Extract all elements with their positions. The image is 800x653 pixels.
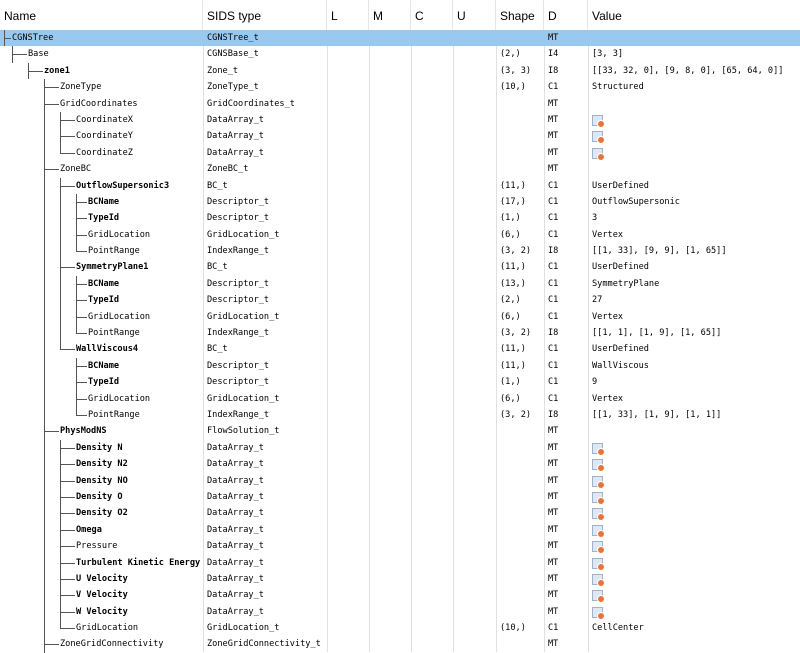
node-name[interactable]: BCName xyxy=(88,360,120,371)
node-data-type: MT xyxy=(548,33,559,43)
node-name[interactable]: Density NO xyxy=(76,475,128,486)
tree-row[interactable] xyxy=(0,374,800,390)
node-shape xyxy=(496,522,544,538)
node-data-type: MT xyxy=(548,442,559,453)
node-sids-type: ZoneGridConnectivity_t xyxy=(207,639,321,650)
node-name[interactable]: ZoneType xyxy=(60,82,102,93)
node-sids-type: FlowSolution_t xyxy=(207,426,280,437)
tree-row[interactable] xyxy=(0,538,800,554)
node-sids-type: DataArray_t xyxy=(207,557,264,568)
node-name[interactable]: Density N2 xyxy=(76,459,128,470)
node-data-type: C1 xyxy=(548,311,559,322)
node-sids-type: DataArray_t xyxy=(207,606,264,617)
array-badge-icon xyxy=(597,120,605,128)
node-name[interactable]: GridLocation xyxy=(76,623,139,634)
node-sids-type: Zone_t xyxy=(207,65,239,76)
node-sids-type: DataArray_t xyxy=(207,459,264,470)
tree-row[interactable] xyxy=(0,620,800,636)
node-value xyxy=(588,145,800,161)
node-name[interactable]: Turbulent Kinetic Energy xyxy=(76,557,201,568)
node-value: UserDefined xyxy=(592,344,649,355)
node-value: Structured xyxy=(592,82,644,93)
tree-row[interactable] xyxy=(0,79,800,95)
node-sids-type: CGNSTree_t xyxy=(207,33,259,43)
node-shape xyxy=(496,128,544,144)
node-name[interactable]: PointRange xyxy=(88,328,140,339)
node-shape: (11,) xyxy=(500,262,526,273)
node-data-type: MT xyxy=(548,426,559,437)
node-sids-type: IndexRange_t xyxy=(207,246,270,257)
node-data-type: C1 xyxy=(548,295,559,306)
node-shape xyxy=(496,538,544,554)
node-name[interactable]: Omega xyxy=(76,524,102,535)
node-data-type: I8 xyxy=(548,328,559,339)
node-data-type: C1 xyxy=(548,360,559,371)
node-name[interactable]: Pressure xyxy=(76,541,118,552)
node-data-type: MT xyxy=(548,147,559,158)
tree-row[interactable] xyxy=(0,63,800,79)
node-sids-type: DataArray_t xyxy=(207,491,264,502)
header-m[interactable]: M xyxy=(369,0,411,30)
tree-row[interactable] xyxy=(0,358,800,374)
node-data-type: MT xyxy=(548,475,559,486)
node-value xyxy=(588,555,800,571)
node-sids-type: Descriptor_t xyxy=(207,377,270,388)
tree-row[interactable] xyxy=(0,96,800,112)
node-sids-type: GridLocation_t xyxy=(207,311,280,322)
node-data-type: C1 xyxy=(548,623,559,634)
node-data-type: C1 xyxy=(548,82,559,93)
tree-row[interactable] xyxy=(0,128,800,144)
node-value xyxy=(588,604,800,620)
node-data-type: MT xyxy=(548,508,559,519)
node-name[interactable]: GridLocation xyxy=(88,229,151,240)
node-shape xyxy=(496,440,544,456)
tree-row[interactable] xyxy=(0,341,800,357)
node-sids-type: GridCoordinates_t xyxy=(207,98,295,109)
node-name[interactable]: TypeId xyxy=(88,377,120,388)
node-value: UserDefined xyxy=(592,262,649,273)
array-badge-icon xyxy=(597,546,605,554)
node-name[interactable]: CoordinateX xyxy=(76,114,133,125)
node-shape: (3, 3) xyxy=(500,65,532,76)
node-value: WallViscous xyxy=(592,360,649,371)
node-name[interactable]: GridCoordinates xyxy=(60,98,138,109)
tree-row[interactable] xyxy=(0,407,800,423)
node-value xyxy=(588,538,800,554)
node-sids-type: GridLocation_t xyxy=(207,393,280,404)
node-value: SymmetryPlane xyxy=(592,278,660,289)
array-badge-icon xyxy=(597,579,605,587)
node-sids-type: Descriptor_t xyxy=(207,295,270,306)
node-value xyxy=(588,30,800,46)
node-name[interactable]: Density N xyxy=(76,442,123,453)
header-sids-type[interactable]: SIDS type xyxy=(203,0,327,30)
data-array-icon[interactable] xyxy=(592,476,603,487)
node-shape: (1,) xyxy=(500,213,521,224)
node-name[interactable]: W Velocity xyxy=(76,606,128,617)
array-badge-icon xyxy=(597,464,605,472)
node-sids-type: DataArray_t xyxy=(207,131,264,142)
array-badge-icon xyxy=(597,481,605,489)
node-value xyxy=(588,505,800,521)
node-shape: (17,) xyxy=(500,196,526,207)
node-shape: (6,) xyxy=(500,393,521,404)
node-data-type: MT xyxy=(548,639,559,650)
node-sids-type: DataArray_t xyxy=(207,147,264,158)
array-badge-icon xyxy=(597,448,605,456)
node-name[interactable]: CoordinateZ xyxy=(76,147,133,158)
node-data-type: MT xyxy=(548,557,559,568)
tree-row[interactable] xyxy=(0,30,800,46)
node-name[interactable]: GridLocation xyxy=(88,311,151,322)
tree-row[interactable] xyxy=(0,309,800,325)
node-data-type: MT xyxy=(548,98,559,109)
node-name[interactable]: zone1 xyxy=(44,65,70,76)
node-shape xyxy=(496,636,544,652)
node-data-type: C1 xyxy=(548,262,559,273)
tree-row[interactable] xyxy=(0,440,800,456)
node-value: Vertex xyxy=(592,393,624,404)
node-shape xyxy=(496,456,544,472)
data-array-icon[interactable] xyxy=(592,115,603,126)
node-value xyxy=(588,423,800,439)
node-data-type: C1 xyxy=(548,196,559,207)
node-sids-type: CGNSBase_t xyxy=(207,49,259,60)
data-array-icon[interactable] xyxy=(592,148,603,159)
array-badge-icon xyxy=(597,612,605,620)
node-shape: (2,) xyxy=(500,295,521,306)
tree-row[interactable] xyxy=(0,243,800,259)
node-name[interactable]: GridLocation xyxy=(88,393,151,404)
node-shape xyxy=(496,161,544,177)
node-value: 27 xyxy=(592,295,603,306)
node-sids-type: GridLocation_t xyxy=(207,623,280,634)
tree-row[interactable] xyxy=(0,522,800,538)
node-sids-type: IndexRange_t xyxy=(207,328,270,339)
node-data-type: MT xyxy=(548,491,559,502)
node-name[interactable]: BCName xyxy=(88,196,120,207)
node-shape xyxy=(496,555,544,571)
node-shape xyxy=(496,505,544,521)
node-shape: (6,) xyxy=(500,229,521,240)
node-value: CellCenter xyxy=(592,623,644,634)
node-data-type: I8 xyxy=(548,246,559,257)
data-array-icon[interactable] xyxy=(592,574,603,585)
array-badge-icon xyxy=(597,563,605,571)
node-name[interactable]: TypeId xyxy=(88,213,120,224)
node-name[interactable]: SymmetryPlane1 xyxy=(76,262,149,273)
node-value xyxy=(588,571,800,587)
node-shape: (11,) xyxy=(500,180,526,191)
node-shape xyxy=(496,30,544,46)
node-data-type: MT xyxy=(548,164,559,175)
node-data-type: C1 xyxy=(548,393,559,404)
array-badge-icon xyxy=(597,497,605,505)
node-data-type: MT xyxy=(548,590,559,601)
node-sids-type: IndexRange_t xyxy=(207,409,270,420)
node-value xyxy=(588,489,800,505)
tree-row[interactable] xyxy=(0,194,800,210)
node-shape xyxy=(496,571,544,587)
node-sids-type: DataArray_t xyxy=(207,573,264,584)
node-shape xyxy=(496,473,544,489)
node-shape: (10,) xyxy=(500,623,526,634)
tree-row[interactable] xyxy=(0,636,800,652)
node-sids-type: GridLocation_t xyxy=(207,229,280,240)
node-data-type: C1 xyxy=(548,213,559,224)
node-value: 9 xyxy=(592,377,598,388)
data-array-icon[interactable] xyxy=(592,558,603,569)
node-shape: (13,) xyxy=(500,278,526,289)
node-name[interactable]: OutflowSupersonic3 xyxy=(76,180,170,191)
node-value: Vertex xyxy=(592,311,624,322)
data-array-icon[interactable] xyxy=(592,607,603,618)
tree-row[interactable] xyxy=(0,325,800,341)
node-name[interactable]: U Velocity xyxy=(76,573,128,584)
node-value xyxy=(588,522,800,538)
node-data-type: C1 xyxy=(548,344,559,355)
node-sids-type: Descriptor_t xyxy=(207,213,270,224)
node-name[interactable]: PhysModNS xyxy=(60,426,107,437)
data-array-icon[interactable] xyxy=(592,541,603,552)
header-u[interactable]: U xyxy=(453,0,496,30)
node-data-type: MT xyxy=(548,541,559,552)
tree-row[interactable] xyxy=(0,292,800,308)
node-value xyxy=(588,112,800,128)
array-badge-icon xyxy=(597,136,605,144)
tree-row[interactable] xyxy=(0,46,800,62)
node-value xyxy=(588,96,800,112)
node-shape: (1,) xyxy=(500,377,521,388)
node-name[interactable]: PointRange xyxy=(88,409,140,420)
node-value: [[33, 32, 0], [9, 8, 0], [65, 64, 0]] xyxy=(592,65,784,76)
tree-row[interactable] xyxy=(0,112,800,128)
header-c[interactable]: C xyxy=(411,0,453,30)
node-data-type: MT xyxy=(548,459,559,470)
data-array-icon[interactable] xyxy=(592,525,603,536)
array-badge-icon xyxy=(597,595,605,603)
node-sids-type: Descriptor_t xyxy=(207,360,270,371)
node-name[interactable]: Base xyxy=(28,49,49,60)
node-data-type: I8 xyxy=(548,409,559,420)
node-value: UserDefined xyxy=(592,180,649,191)
node-name[interactable]: Density O2 xyxy=(76,508,128,519)
tree-row[interactable] xyxy=(0,391,800,407)
node-data-type: C1 xyxy=(548,229,559,240)
node-data-type: I4 xyxy=(548,49,559,60)
node-sids-type: DataArray_t xyxy=(207,508,264,519)
tree-row[interactable] xyxy=(0,145,800,161)
node-sids-type: ZoneType_t xyxy=(207,82,259,93)
node-name[interactable]: CGNSTree xyxy=(12,33,54,43)
node-sids-type: DataArray_t xyxy=(207,442,264,453)
node-shape xyxy=(496,112,544,128)
data-array-icon[interactable] xyxy=(592,459,603,470)
tree-row[interactable] xyxy=(0,227,800,243)
node-name[interactable]: BCName xyxy=(88,278,120,289)
node-name[interactable]: V Velocity xyxy=(76,590,128,601)
node-value: [[1, 33], [1, 9], [1, 1]] xyxy=(592,409,722,420)
header-shape[interactable]: Shape xyxy=(496,0,544,30)
tree-row[interactable] xyxy=(0,259,800,275)
node-shape: (3, 2) xyxy=(500,409,532,420)
node-value xyxy=(588,456,800,472)
node-sids-type: Descriptor_t xyxy=(207,278,270,289)
node-data-type: MT xyxy=(548,131,559,142)
header-d[interactable]: D xyxy=(544,0,588,30)
node-data-type: MT xyxy=(548,606,559,617)
tree-row[interactable] xyxy=(0,489,800,505)
column-header xyxy=(0,0,800,31)
node-value xyxy=(588,636,800,652)
tree-row[interactable] xyxy=(0,571,800,587)
data-array-icon[interactable] xyxy=(592,492,603,503)
node-name[interactable]: WallViscous4 xyxy=(76,344,139,355)
node-shape: (6,) xyxy=(500,311,521,322)
node-value xyxy=(588,128,800,144)
tree-row[interactable] xyxy=(0,587,800,603)
node-value: Vertex xyxy=(592,229,624,240)
node-data-type: C1 xyxy=(548,377,559,388)
node-value xyxy=(588,587,800,603)
node-value: [[1, 33], [9, 9], [1, 65]] xyxy=(592,246,727,257)
header-l[interactable]: L xyxy=(327,0,369,30)
tree-row[interactable] xyxy=(0,423,800,439)
node-data-type: C1 xyxy=(548,278,559,289)
node-shape: (11,) xyxy=(500,344,526,355)
tree-rows xyxy=(0,30,800,653)
node-shape: (10,) xyxy=(500,82,526,93)
header-name[interactable]: Name xyxy=(0,0,203,30)
array-badge-icon xyxy=(597,530,605,538)
node-sids-type: DataArray_t xyxy=(207,590,264,601)
data-array-icon[interactable] xyxy=(592,131,603,142)
node-value xyxy=(588,473,800,489)
tree-row[interactable] xyxy=(0,604,800,620)
node-data-type: MT xyxy=(548,524,559,535)
node-data-type: MT xyxy=(548,573,559,584)
node-shape: (11,) xyxy=(500,360,526,371)
node-value: 3 xyxy=(592,213,598,224)
array-badge-icon xyxy=(597,153,605,161)
node-sids-type: DataArray_t xyxy=(207,524,264,535)
node-value xyxy=(588,440,800,456)
tree-row[interactable] xyxy=(0,210,800,226)
node-sids-type: BC_t xyxy=(207,180,228,191)
node-shape xyxy=(496,587,544,603)
tree-row[interactable] xyxy=(0,178,800,194)
tree-row[interactable] xyxy=(0,555,800,571)
node-name[interactable]: TypeId xyxy=(88,295,120,306)
node-sids-type: DataArray_t xyxy=(207,114,264,125)
tree-row[interactable] xyxy=(0,505,800,521)
node-sids-type: DataArray_t xyxy=(207,475,264,486)
tree-row[interactable] xyxy=(0,276,800,292)
node-data-type: C1 xyxy=(548,180,559,191)
data-array-icon[interactable] xyxy=(592,443,603,454)
node-sids-type: DataArray_t xyxy=(207,541,264,552)
header-value[interactable]: Value xyxy=(592,9,622,23)
node-sids-type: BC_t xyxy=(207,262,228,273)
node-data-type: MT xyxy=(548,114,559,125)
node-data-type: I8 xyxy=(548,65,559,76)
array-badge-icon xyxy=(597,513,605,521)
node-sids-type: ZoneBC_t xyxy=(207,164,249,175)
node-value xyxy=(588,161,800,177)
node-shape xyxy=(496,489,544,505)
data-array-icon[interactable] xyxy=(592,590,603,601)
node-shape xyxy=(496,423,544,439)
node-name[interactable]: CoordinateY xyxy=(76,131,133,142)
node-shape xyxy=(496,145,544,161)
node-shape: (3, 2) xyxy=(500,246,532,257)
node-name[interactable]: ZoneGridConnectivity xyxy=(60,639,164,650)
node-shape: (2,) xyxy=(500,49,521,60)
node-value: [[1, 1], [1, 9], [1, 65]] xyxy=(592,328,722,339)
tree-row[interactable] xyxy=(0,473,800,489)
node-value: [3, 3] xyxy=(592,49,624,60)
tree-row[interactable] xyxy=(0,456,800,472)
node-name[interactable]: Density O xyxy=(76,491,123,502)
node-name[interactable]: PointRange xyxy=(88,246,140,257)
node-name[interactable]: ZoneBC xyxy=(60,164,92,175)
node-value: OutflowSupersonic xyxy=(592,196,680,207)
node-shape: (3, 2) xyxy=(500,328,532,339)
data-array-icon[interactable] xyxy=(592,508,603,519)
tree-row[interactable] xyxy=(0,161,800,177)
node-sids-type: Descriptor_t xyxy=(207,196,270,207)
node-shape xyxy=(496,604,544,620)
node-sids-type: BC_t xyxy=(207,344,228,355)
node-shape xyxy=(496,96,544,112)
